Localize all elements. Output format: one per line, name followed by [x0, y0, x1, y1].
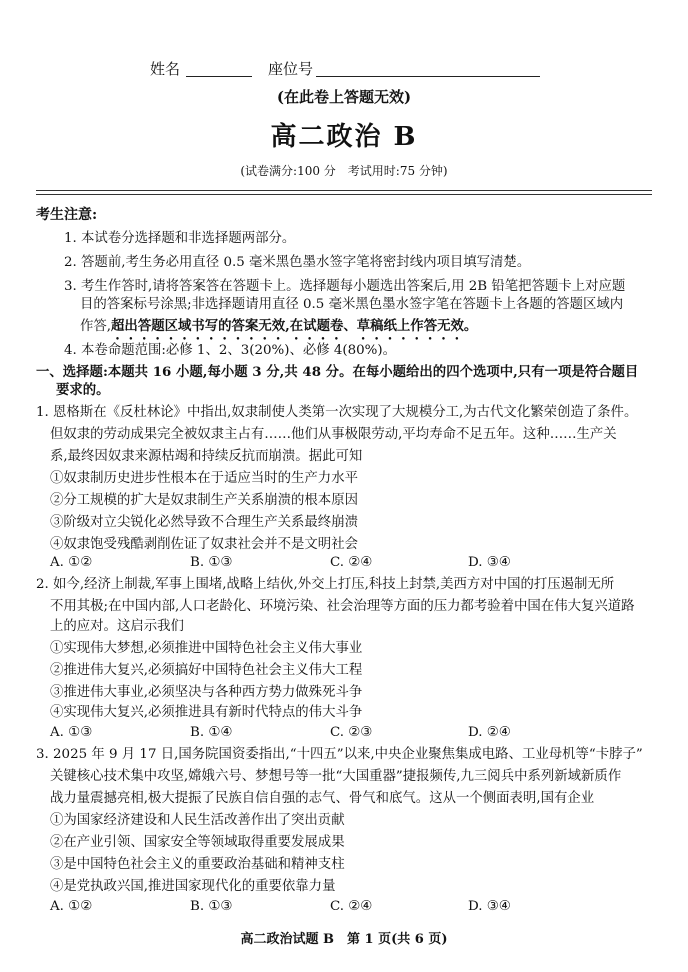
q3-option-a[interactable]: A. ①② — [50, 899, 93, 914]
q3-options — [50, 900, 610, 916]
divider-top — [36, 190, 652, 191]
q3-stem-line-2: 关键核心技术集中攻坚,嫦娥六号、梦想号等一批“大国重器”捷报频传,九三阅兵中系列新域新质作 — [50, 769, 622, 784]
note-3-line-3-prefix: 作答, — [80, 319, 112, 334]
q1-option-d[interactable]: D. ③④ — [468, 555, 511, 570]
q3-statement-1: ①为国家经济建设和人民生活改善作出了突出贡献 — [50, 813, 345, 828]
q1-option-b[interactable]: B. ①③ — [190, 555, 233, 570]
q1-statement-2: ②分工规模的扩大是奴隶制生产关系崩溃的根本原因 — [50, 493, 358, 508]
q2-statement-1: ①实现伟大梦想,必须推进中国特色社会主义伟大事业 — [50, 641, 363, 656]
q2-stem-line-2: 不用其极;在中国内部,人口老龄化、环境污染、社会治理等方面的压力都考验着中国在伟大复兴道路 — [50, 599, 635, 614]
exam-info: (试卷满分:100 分 考试用时:75 分钟) — [240, 164, 448, 178]
q3-option-c[interactable]: C. ②④ — [330, 899, 373, 914]
q2-option-d[interactable]: D. ②④ — [468, 725, 511, 740]
note-3-line-3 — [80, 318, 477, 343]
q3-option-b[interactable]: B. ①③ — [190, 899, 233, 914]
q2-stem-line-3: 上的应对。这启示我们 — [50, 619, 184, 634]
q2-options — [50, 726, 610, 742]
notes-heading: 考生注意: — [36, 207, 98, 223]
q3-statement-2: ②在产业引领、国家安全等领域取得重要发展成果 — [50, 835, 345, 850]
q2-option-a[interactable]: A. ①③ — [50, 725, 93, 740]
name-label: 姓名 — [150, 60, 181, 78]
divider-bottom — [36, 194, 652, 195]
q3-stem-line-3: 战力量震撼亮相,极大提振了民族自信自强的志气、骨气和底气。这从一个侧面表明,国有企业 — [50, 791, 595, 806]
note-3-line-1: 3. 考生作答时,请将答案答在答题卡上。选择题每小题选出答案后,用 2B 铅笔把答题卡上对应题 — [64, 279, 626, 294]
q1-statement-1: ①奴隶制历史进步性根本在于适应当时的生产力水平 — [50, 471, 358, 486]
section-1-line-1: 一、选择题:本题共 16 小题,每小题 3 分,共 48 分。在每小题给出的四个选项中,只有一项是符合题目 — [36, 364, 639, 380]
q2-statement-2: ②推进伟大复兴,必须搞好中国特色社会主义伟大工程 — [50, 663, 363, 678]
q3-option-d[interactable]: D. ③④ — [468, 899, 511, 914]
name-field[interactable] — [186, 76, 252, 77]
seat-field[interactable] — [316, 76, 540, 77]
q1-stem-line-1: 1. 恩格斯在《反杜林论》中指出,奴隶制使人类第一次实现了大规模分工,为古代文化繁荣创造了条件。 — [36, 405, 638, 420]
q1-statement-4: ④奴隶饱受残酷剥削佐证了奴隶社会并不是文明社会 — [50, 537, 358, 552]
note-4: 4. 本卷命题范围:必修 1、2、3(20%)、必修 4(80%)。 — [64, 343, 397, 358]
note-1: 1. 本试卷分选择题和非选择题两部分。 — [64, 231, 296, 246]
q1-options — [50, 556, 610, 572]
q1-stem-line-3: 系,最终因奴隶来源枯竭和持续反抗而崩溃。据此可知 — [50, 449, 363, 464]
page-title: 高二政治 B — [270, 122, 418, 152]
note-3-emphasis: 超出答题区域书写的答案无效,在试题卷、草稿纸上作答无效。 — [111, 318, 478, 334]
q2-option-b[interactable]: B. ①④ — [190, 725, 233, 740]
q2-option-c[interactable]: C. ②③ — [330, 725, 373, 740]
q3-stem-line-1: 3. 2025 年 9 月 17 日,国务院国资委指出,“十四五”以来,中央企业聚焦集成电路、工业母机等“卡脖子” — [36, 747, 643, 762]
q2-statement-3: ③推进伟大事业,必须坚决与各种西方势力做殊死斗争 — [50, 685, 363, 700]
q1-option-a[interactable]: A. ①② — [50, 555, 93, 570]
q2-statement-4: ④实现伟大复兴,必须推进具有新时代特点的伟大斗争 — [50, 705, 363, 720]
q1-stem-line-2: 但奴隶的劳动成果完全被奴隶主占有……他们从事极限劳动,平均寿命不足五年。这种……生产关 — [50, 427, 617, 442]
invalid-notice: (在此卷上答题无效) — [276, 88, 412, 106]
page-footer: 高二政治试题 B 第 1 页(共 6 页) — [240, 932, 448, 947]
q3-statement-3: ③是中国特色社会主义的重要政治基础和精神支柱 — [50, 857, 345, 872]
section-1-line-2: 要求的。 — [56, 382, 110, 398]
note-2: 2. 答题前,考生务必用直径 0.5 毫米黑色墨水签字笔将密封线内项目填写清楚。 — [64, 255, 531, 270]
q1-option-c[interactable]: C. ②④ — [330, 555, 373, 570]
seat-label: 座位号 — [268, 60, 314, 78]
q1-statement-3: ③阶级对立尖锐化必然导致不合理生产关系最终崩溃 — [50, 515, 358, 530]
q3-statement-4: ④是党执政兴国,推进国家现代化的重要依靠力量 — [50, 879, 336, 894]
q2-stem-line-1: 2. 如今,经济上制裁,军事上围堵,战略上结伙,外交上打压,科技上封禁,美西方对中国的打压遏制无所 — [36, 577, 615, 592]
note-3-line-2: 目的答案标号涂黑;非选择题请用直径 0.5 毫米黑色墨水签字笔在答题卡上各题的答题区域内 — [80, 297, 624, 312]
